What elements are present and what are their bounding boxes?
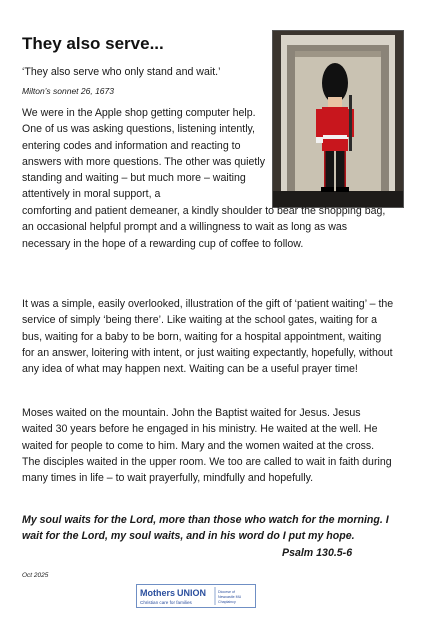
logo-side-text-3: Chaplaincy: [218, 600, 236, 604]
page-title: They also serve...: [22, 34, 164, 53]
logo-brand-union: UNION: [177, 588, 206, 598]
mothers-union-logo: [136, 584, 256, 608]
psalm-quote: My soul waits for the Lord, more than those who watch for the morning. I wait for the Lord, my soul waits, and in his word do I put my hope.: [22, 514, 389, 543]
issue-date: Oct 2025: [22, 572, 49, 579]
paragraph-3: Moses waited on the mountain. John the Baptist waited for Jesus. Jesus waited 30 years before he engaged in his ministry. He waited at the well. He waited for people to come to him. Mary and the women waited at the cross. The disciples waited in the upper room. We too are called to wait in faith during many times in life – to wait prayerfully, mindfully and hopefully.: [22, 407, 392, 485]
paragraph-1-part-2: comforting and patient demeaner, a kindly shoulder to bear the shopping bag, an occasional helpful prompt and a willingness to wait as long as was necessary in the hope of a rewarding cup of coffee to follow.: [22, 205, 386, 250]
sentry-box-illustration: [273, 31, 403, 207]
logo-side-text-2: Newcastle MU: [218, 595, 242, 599]
quote-citation: Milton’s sonnet 26, 1673: [22, 86, 114, 96]
guard-photo: [272, 30, 404, 208]
logo-brand-mothers: Mothers: [140, 588, 176, 598]
paragraph-1-part-1: We were in the Apple shop getting computer help. One of us was asking questions, listening intently, entering codes and information and reacting to answers with more questions. The other was quietly standing and waiting – but much more – waiting attentively in moral support, a: [22, 107, 265, 201]
psalm-reference: Psalm 130.5-6: [282, 547, 353, 559]
logo-side-text-1: Diocese of: [218, 590, 235, 594]
mothers-union-logo-graphic: [137, 585, 255, 607]
logo-tagline: Christian care for families: [140, 600, 192, 605]
opening-quote: ‘They also serve who only stand and wait.’: [22, 66, 221, 78]
paragraph-2: It was a simple, easily overlooked, illustration of the gift of ‘patient waiting’ – the service of simply ‘being there’. Like waiting at the school gates, waiting for a bus, waiting for a baby to be born, waiting for a hospital appointment, waiting for an answer, loitering with intent, or just waiting expectantly, hopefully, without any idea of what may happen next. Waiting can be a useful prayer time!: [22, 298, 394, 376]
